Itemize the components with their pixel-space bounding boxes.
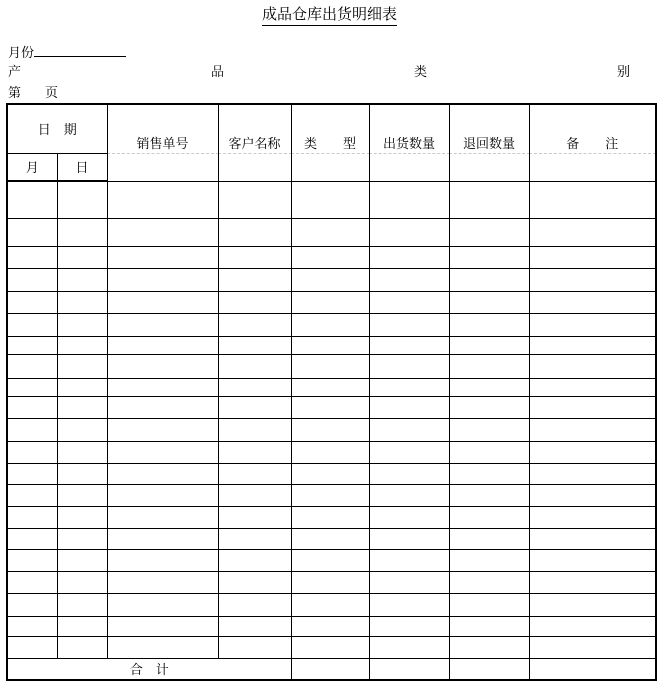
body-cell	[218, 484, 291, 506]
body-cell	[449, 268, 529, 291]
body-cell	[218, 441, 291, 463]
body-cell	[7, 484, 57, 506]
body-cell	[57, 549, 107, 571]
body-cell	[107, 593, 218, 616]
body-cell	[369, 571, 449, 593]
body-cell	[291, 181, 369, 218]
body-cell	[291, 396, 369, 418]
body-cell	[369, 463, 449, 484]
body-cell	[449, 484, 529, 506]
header-month: 月	[7, 153, 57, 181]
body-cell	[57, 181, 107, 218]
table-row	[7, 354, 656, 378]
body-cell	[449, 181, 529, 218]
body-cell	[107, 463, 218, 484]
body-cell	[449, 418, 529, 441]
body-cell	[449, 354, 529, 378]
table-row	[7, 616, 656, 636]
body-cell	[107, 354, 218, 378]
body-cell	[529, 636, 656, 658]
body-cell	[529, 463, 656, 484]
header-row-1	[7, 104, 656, 153]
body-cell	[369, 378, 449, 396]
header-type: 类 型	[291, 104, 369, 181]
body-cell	[7, 336, 57, 354]
body-cell	[529, 571, 656, 593]
body-cell	[107, 181, 218, 218]
body-cell	[369, 246, 449, 268]
body-cell	[291, 528, 369, 549]
body-cell	[7, 418, 57, 441]
body-cell	[291, 246, 369, 268]
body-cell	[529, 441, 656, 463]
header-day: 日	[57, 153, 107, 181]
body-cell	[107, 506, 218, 528]
page-title: 成品仓库出货明细表	[262, 6, 397, 26]
body-cell	[7, 571, 57, 593]
body-cell	[57, 506, 107, 528]
body-cell	[291, 571, 369, 593]
body-cell	[449, 396, 529, 418]
body-cell	[291, 336, 369, 354]
body-cell	[57, 268, 107, 291]
body-cell	[7, 218, 57, 246]
body-cell	[369, 181, 449, 218]
body-cell	[529, 506, 656, 528]
body-cell	[7, 636, 57, 658]
table-row	[7, 636, 656, 658]
category-char: 品	[210, 64, 224, 79]
body-cell	[369, 593, 449, 616]
body-cell	[57, 616, 107, 636]
body-cell	[291, 418, 369, 441]
table-row	[7, 549, 656, 571]
body-cell	[369, 528, 449, 549]
body-cell	[369, 218, 449, 246]
table-row	[7, 378, 656, 396]
body-cell	[449, 549, 529, 571]
body-cell	[57, 354, 107, 378]
body-cell	[57, 291, 107, 313]
total-value-cell	[449, 658, 529, 680]
table-row	[7, 181, 656, 218]
body-cell	[291, 291, 369, 313]
table-row	[7, 396, 656, 418]
body-cell	[7, 463, 57, 484]
body-cell	[291, 441, 369, 463]
body-cell	[7, 268, 57, 291]
table-row	[7, 336, 656, 354]
total-row	[7, 658, 656, 680]
body-cell	[449, 378, 529, 396]
body-cell	[7, 291, 57, 313]
body-cell	[218, 593, 291, 616]
body-cell	[529, 218, 656, 246]
body-cell	[449, 313, 529, 336]
body-cell	[291, 484, 369, 506]
body-cell	[529, 336, 656, 354]
body-cell	[449, 571, 529, 593]
body-cell	[7, 313, 57, 336]
body-cell	[57, 593, 107, 616]
body-cell	[529, 354, 656, 378]
table-row	[7, 291, 656, 313]
body-cell	[291, 354, 369, 378]
body-cell	[218, 181, 291, 218]
page-suffix: 页	[45, 85, 59, 100]
body-cell	[218, 528, 291, 549]
body-cell	[369, 549, 449, 571]
body-cell	[7, 246, 57, 268]
body-cell	[57, 528, 107, 549]
table-row	[7, 313, 656, 336]
table-row	[7, 506, 656, 528]
body-cell	[107, 396, 218, 418]
body-cell	[449, 593, 529, 616]
body-cell	[57, 378, 107, 396]
table-row	[7, 484, 656, 506]
body-cell	[449, 528, 529, 549]
body-cell	[369, 418, 449, 441]
body-cell	[57, 218, 107, 246]
body-cell	[369, 506, 449, 528]
body-cell	[7, 549, 57, 571]
body-cell	[529, 291, 656, 313]
body-cell	[291, 218, 369, 246]
shipment-table	[6, 103, 657, 681]
body-cell	[529, 396, 656, 418]
body-cell	[107, 291, 218, 313]
body-cell	[7, 528, 57, 549]
body-cell	[291, 593, 369, 616]
body-cell	[449, 463, 529, 484]
body-cell	[218, 313, 291, 336]
body-cell	[369, 484, 449, 506]
body-cell	[369, 313, 449, 336]
body-cell	[7, 378, 57, 396]
body-cell	[7, 441, 57, 463]
body-cell	[57, 463, 107, 484]
body-cell	[107, 571, 218, 593]
body-cell	[291, 616, 369, 636]
body-cell	[218, 354, 291, 378]
body-cell	[218, 246, 291, 268]
body-cell	[57, 336, 107, 354]
table-row	[7, 463, 656, 484]
body-cell	[449, 441, 529, 463]
month-label: 月份	[8, 45, 35, 60]
table-row	[7, 593, 656, 616]
body-cell	[218, 218, 291, 246]
body-cell	[369, 291, 449, 313]
page-number-line	[8, 85, 58, 101]
body-cell	[369, 268, 449, 291]
body-cell	[291, 506, 369, 528]
body-cell	[369, 396, 449, 418]
total-value-cell	[529, 658, 656, 680]
body-cell	[291, 268, 369, 291]
body-cell	[218, 396, 291, 418]
body-cell	[529, 268, 656, 291]
month-blank-line	[34, 44, 126, 57]
body-cell	[291, 378, 369, 396]
body-cell	[107, 378, 218, 396]
total-label-cell: 合 计	[7, 658, 291, 680]
header-ship-qty: 出货数量	[369, 104, 449, 181]
body-cell	[218, 571, 291, 593]
category-line	[8, 64, 630, 80]
body-cell	[57, 571, 107, 593]
table-row	[7, 246, 656, 268]
body-cell	[529, 378, 656, 396]
body-cell	[107, 246, 218, 268]
body-cell	[218, 636, 291, 658]
body-cell	[218, 616, 291, 636]
header-sales-no: 销售单号	[107, 104, 218, 181]
total-value-cell	[291, 658, 369, 680]
body-cell	[529, 181, 656, 218]
table-row	[7, 441, 656, 463]
body-cell	[369, 336, 449, 354]
body-cell	[529, 528, 656, 549]
body-cell	[107, 313, 218, 336]
page-prefix: 第	[8, 85, 22, 100]
body-cell	[218, 463, 291, 484]
body-cell	[107, 418, 218, 441]
body-cell	[218, 418, 291, 441]
header-return-qty: 退回数量	[449, 104, 529, 181]
month-line	[8, 44, 126, 61]
body-cell	[7, 181, 57, 218]
body-cell	[529, 418, 656, 441]
body-cell	[57, 418, 107, 441]
header-date: 日 期	[7, 104, 107, 153]
category-char: 别	[616, 64, 630, 79]
table-body	[7, 181, 656, 658]
body-cell	[218, 336, 291, 354]
header-customer: 客户名称	[218, 104, 291, 181]
body-cell	[291, 463, 369, 484]
body-cell	[107, 441, 218, 463]
body-cell	[57, 484, 107, 506]
body-cell	[369, 616, 449, 636]
body-cell	[449, 616, 529, 636]
body-cell	[529, 549, 656, 571]
body-cell	[369, 441, 449, 463]
table-row	[7, 218, 656, 246]
body-cell	[7, 354, 57, 378]
body-cell	[529, 616, 656, 636]
body-cell	[7, 506, 57, 528]
body-cell	[107, 218, 218, 246]
body-cell	[449, 506, 529, 528]
body-cell	[7, 616, 57, 636]
header-remark: 备 注	[529, 104, 656, 181]
body-cell	[369, 636, 449, 658]
body-cell	[107, 549, 218, 571]
body-cell	[218, 291, 291, 313]
body-cell	[449, 336, 529, 354]
body-cell	[529, 484, 656, 506]
body-cell	[57, 441, 107, 463]
body-cell	[218, 506, 291, 528]
body-cell	[7, 396, 57, 418]
body-cell	[107, 636, 218, 658]
total-value-cell	[369, 658, 449, 680]
body-cell	[529, 246, 656, 268]
body-cell	[449, 246, 529, 268]
title-wrap	[0, 6, 659, 26]
body-cell	[107, 336, 218, 354]
table-row	[7, 571, 656, 593]
body-cell	[449, 636, 529, 658]
body-cell	[57, 636, 107, 658]
body-cell	[107, 528, 218, 549]
category-char: 类	[413, 64, 427, 79]
body-cell	[107, 268, 218, 291]
body-cell	[449, 218, 529, 246]
body-cell	[291, 636, 369, 658]
category-char: 产	[8, 64, 22, 79]
body-cell	[107, 616, 218, 636]
body-cell	[369, 354, 449, 378]
body-cell	[529, 313, 656, 336]
body-cell	[218, 378, 291, 396]
body-cell	[449, 291, 529, 313]
body-cell	[7, 593, 57, 616]
body-cell	[107, 484, 218, 506]
body-cell	[57, 246, 107, 268]
body-cell	[57, 396, 107, 418]
body-cell	[529, 593, 656, 616]
body-cell	[218, 549, 291, 571]
body-cell	[218, 268, 291, 291]
body-cell	[57, 313, 107, 336]
table-row	[7, 418, 656, 441]
body-cell	[291, 313, 369, 336]
table-row	[7, 528, 656, 549]
body-cell	[291, 549, 369, 571]
table-row	[7, 268, 656, 291]
